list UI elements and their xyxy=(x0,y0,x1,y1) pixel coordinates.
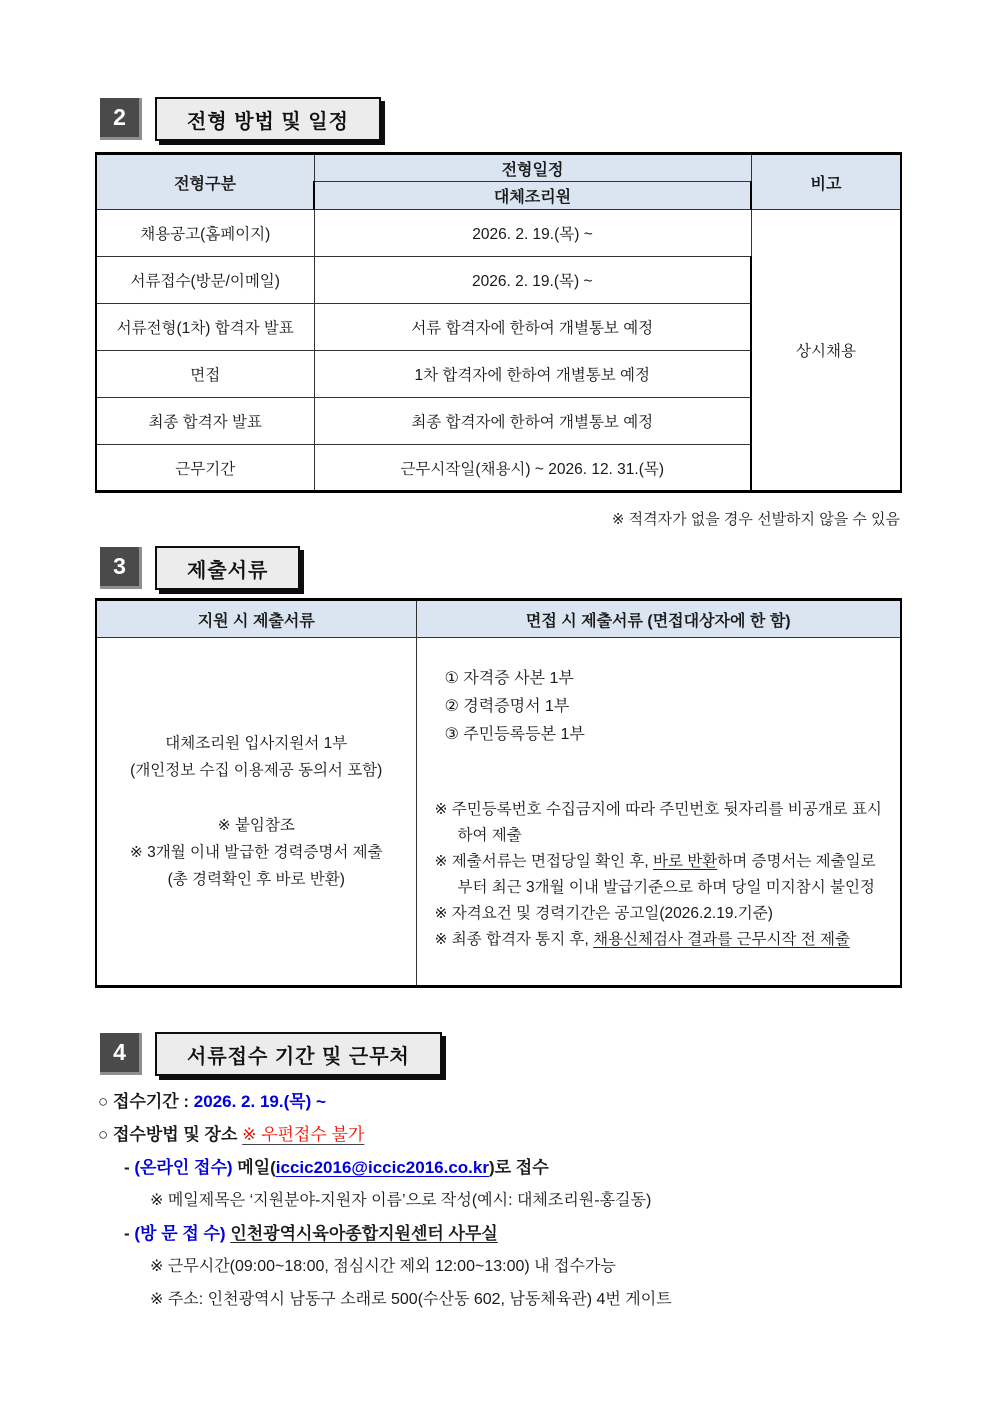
doc-note: ※ 주민등록번호 수집금지에 따라 주민번호 뒷자리를 비공개로 표시하여 제출 xyxy=(434,801,882,844)
row-label: 면접 xyxy=(96,351,314,398)
row-value: 최종 합격자에 한하여 개별통보 예정 xyxy=(314,398,751,445)
dash-bullet: - xyxy=(124,1224,135,1243)
interview-doc-notes xyxy=(435,797,887,953)
note-underlined-text: 채용신체검사 결과를 근무시작 전 제출 xyxy=(593,931,850,948)
receipt-method-line xyxy=(98,1124,992,1145)
note-text: ※ 제출서류는 면접당일 확인 후, xyxy=(434,853,654,870)
row-value: 서류 합격자에 한하여 개별통보 예정 xyxy=(314,304,751,351)
spacer xyxy=(107,784,406,812)
row-value: 1차 합격자에 한하여 개별통보 예정 xyxy=(314,351,751,398)
selection-schedule-table xyxy=(95,152,902,493)
apply-doc-note: (총 경력확인 후 바로 반환) xyxy=(167,871,345,888)
receipt-method-label: ○ 접수방법 및 장소 xyxy=(98,1125,243,1144)
receipt-period-date: 2026. 2. 19.(목) ~ xyxy=(193,1092,326,1111)
section-3-badge: 3 xyxy=(100,547,142,589)
section-4-badge: 4 xyxy=(100,1033,142,1075)
apply-doc-note: ※ 3개월 이내 발급한 경력증명서 제출 xyxy=(129,844,383,861)
row-value: 2026. 2. 19.(목) ~ xyxy=(314,257,751,304)
section-4-body xyxy=(98,1091,992,1310)
receipt-period-line xyxy=(98,1091,992,1112)
office-hours-note: ※ 근무시간(09:00~18:00, 점심시간 제외 12:00~13:00) 내 접수가능 xyxy=(150,1258,616,1275)
dash-bullet: - xyxy=(124,1158,135,1177)
section-3-title: 제출서류 xyxy=(155,546,300,590)
doc-note xyxy=(435,849,887,901)
table-row xyxy=(96,210,901,257)
section-2-badge: 2 xyxy=(100,98,142,140)
note-text: 하며 증명서는 제출일로부터 최근 3개월 이내 발급기준으로 하며 당일 미지참시 불인정 xyxy=(457,853,876,896)
col-header-position: 대체조리원 xyxy=(314,182,751,210)
col-header-remark: 비고 xyxy=(751,154,901,210)
row-label: 최종 합격자 발표 xyxy=(96,398,314,445)
receipt-period-label: ○ 접수기간 : xyxy=(98,1092,194,1111)
remark-cell: 상시채용 xyxy=(751,210,901,492)
section-2-title: 전형 방법 및 일정 xyxy=(155,97,381,141)
interview-docs-cell xyxy=(416,638,901,987)
col-header-apply-docs: 지원 시 제출서류 xyxy=(96,600,416,638)
apply-docs-cell xyxy=(96,638,416,987)
documents-table xyxy=(95,598,902,988)
doc-note: ※ 자격요건 및 경력기간은 공고일(2026.2.19.기준) xyxy=(434,905,773,922)
note-text: ※ 최종 합격자 통지 후, xyxy=(434,931,594,948)
online-receipt-label: (온라인 접수) xyxy=(134,1158,233,1177)
col-header-schedule: 전형일정 xyxy=(314,154,751,182)
note-underlined-text: 바로 반환 xyxy=(653,853,718,870)
visit-place: 인천광역시육아종합지원센터 사무실 xyxy=(230,1224,498,1243)
interview-doc-item: ① 자격증 사본 1부 xyxy=(444,670,574,687)
no-postal-warning: ※ 우편접수 불가 xyxy=(242,1125,365,1144)
section-4-title: 서류접수 기간 및 근무처 xyxy=(155,1032,442,1076)
apply-doc-line: 대체조리원 입사지원서 1부 xyxy=(165,735,348,752)
mail-suffix: )로 접수 xyxy=(488,1158,549,1177)
row-value: 2026. 2. 19.(목) ~ xyxy=(314,210,751,257)
section-4-header xyxy=(100,1032,992,1076)
visit-receipt-line xyxy=(124,1223,992,1244)
online-receipt-line xyxy=(124,1157,992,1178)
mail-prefix: 메일( xyxy=(232,1158,276,1177)
schedule-footnote: ※ 적격자가 없을 경우 선발하지 않을 수 있음 xyxy=(611,511,900,528)
apply-doc-line: (개인정보 수집 이용제공 동의서 포함) xyxy=(130,762,383,779)
col-header-category: 전형구분 xyxy=(96,154,314,210)
visit-receipt-label: (방 문 접 수) xyxy=(134,1224,226,1243)
row-value: 근무시작일(채용시) ~ 2026. 12. 31.(목) xyxy=(314,445,751,492)
apply-doc-note: ※ 붙임참조 xyxy=(217,817,295,834)
section-3-header xyxy=(100,546,992,590)
email-link[interactable]: iccic2016@iccic2016.co.kr xyxy=(275,1158,489,1177)
mail-subject-note: ※ 메일제목은 ‘지원분야-지원자 이름’으로 작성(예시: 대체조리원-홍길동) xyxy=(150,1192,652,1209)
row-label: 서류전형(1차) 합격자 발표 xyxy=(96,304,314,351)
interview-doc-item: ③ 주민등록등본 1부 xyxy=(444,726,585,743)
address-note: ※ 주소: 인천광역시 남동구 소래로 500(수산동 602, 남동체육관) 4번 게이트 xyxy=(150,1291,672,1308)
interview-doc-item: ② 경력증명서 1부 xyxy=(444,698,570,715)
doc-note xyxy=(435,927,887,953)
row-label: 채용공고(홈페이지) xyxy=(96,210,314,257)
row-label: 근무기간 xyxy=(96,445,314,492)
row-label: 서류접수(방문/이메일) xyxy=(96,257,314,304)
col-header-interview-docs: 면접 시 제출서류 (면접대상자에 한 함) xyxy=(416,600,901,638)
section-2-header xyxy=(100,97,992,141)
